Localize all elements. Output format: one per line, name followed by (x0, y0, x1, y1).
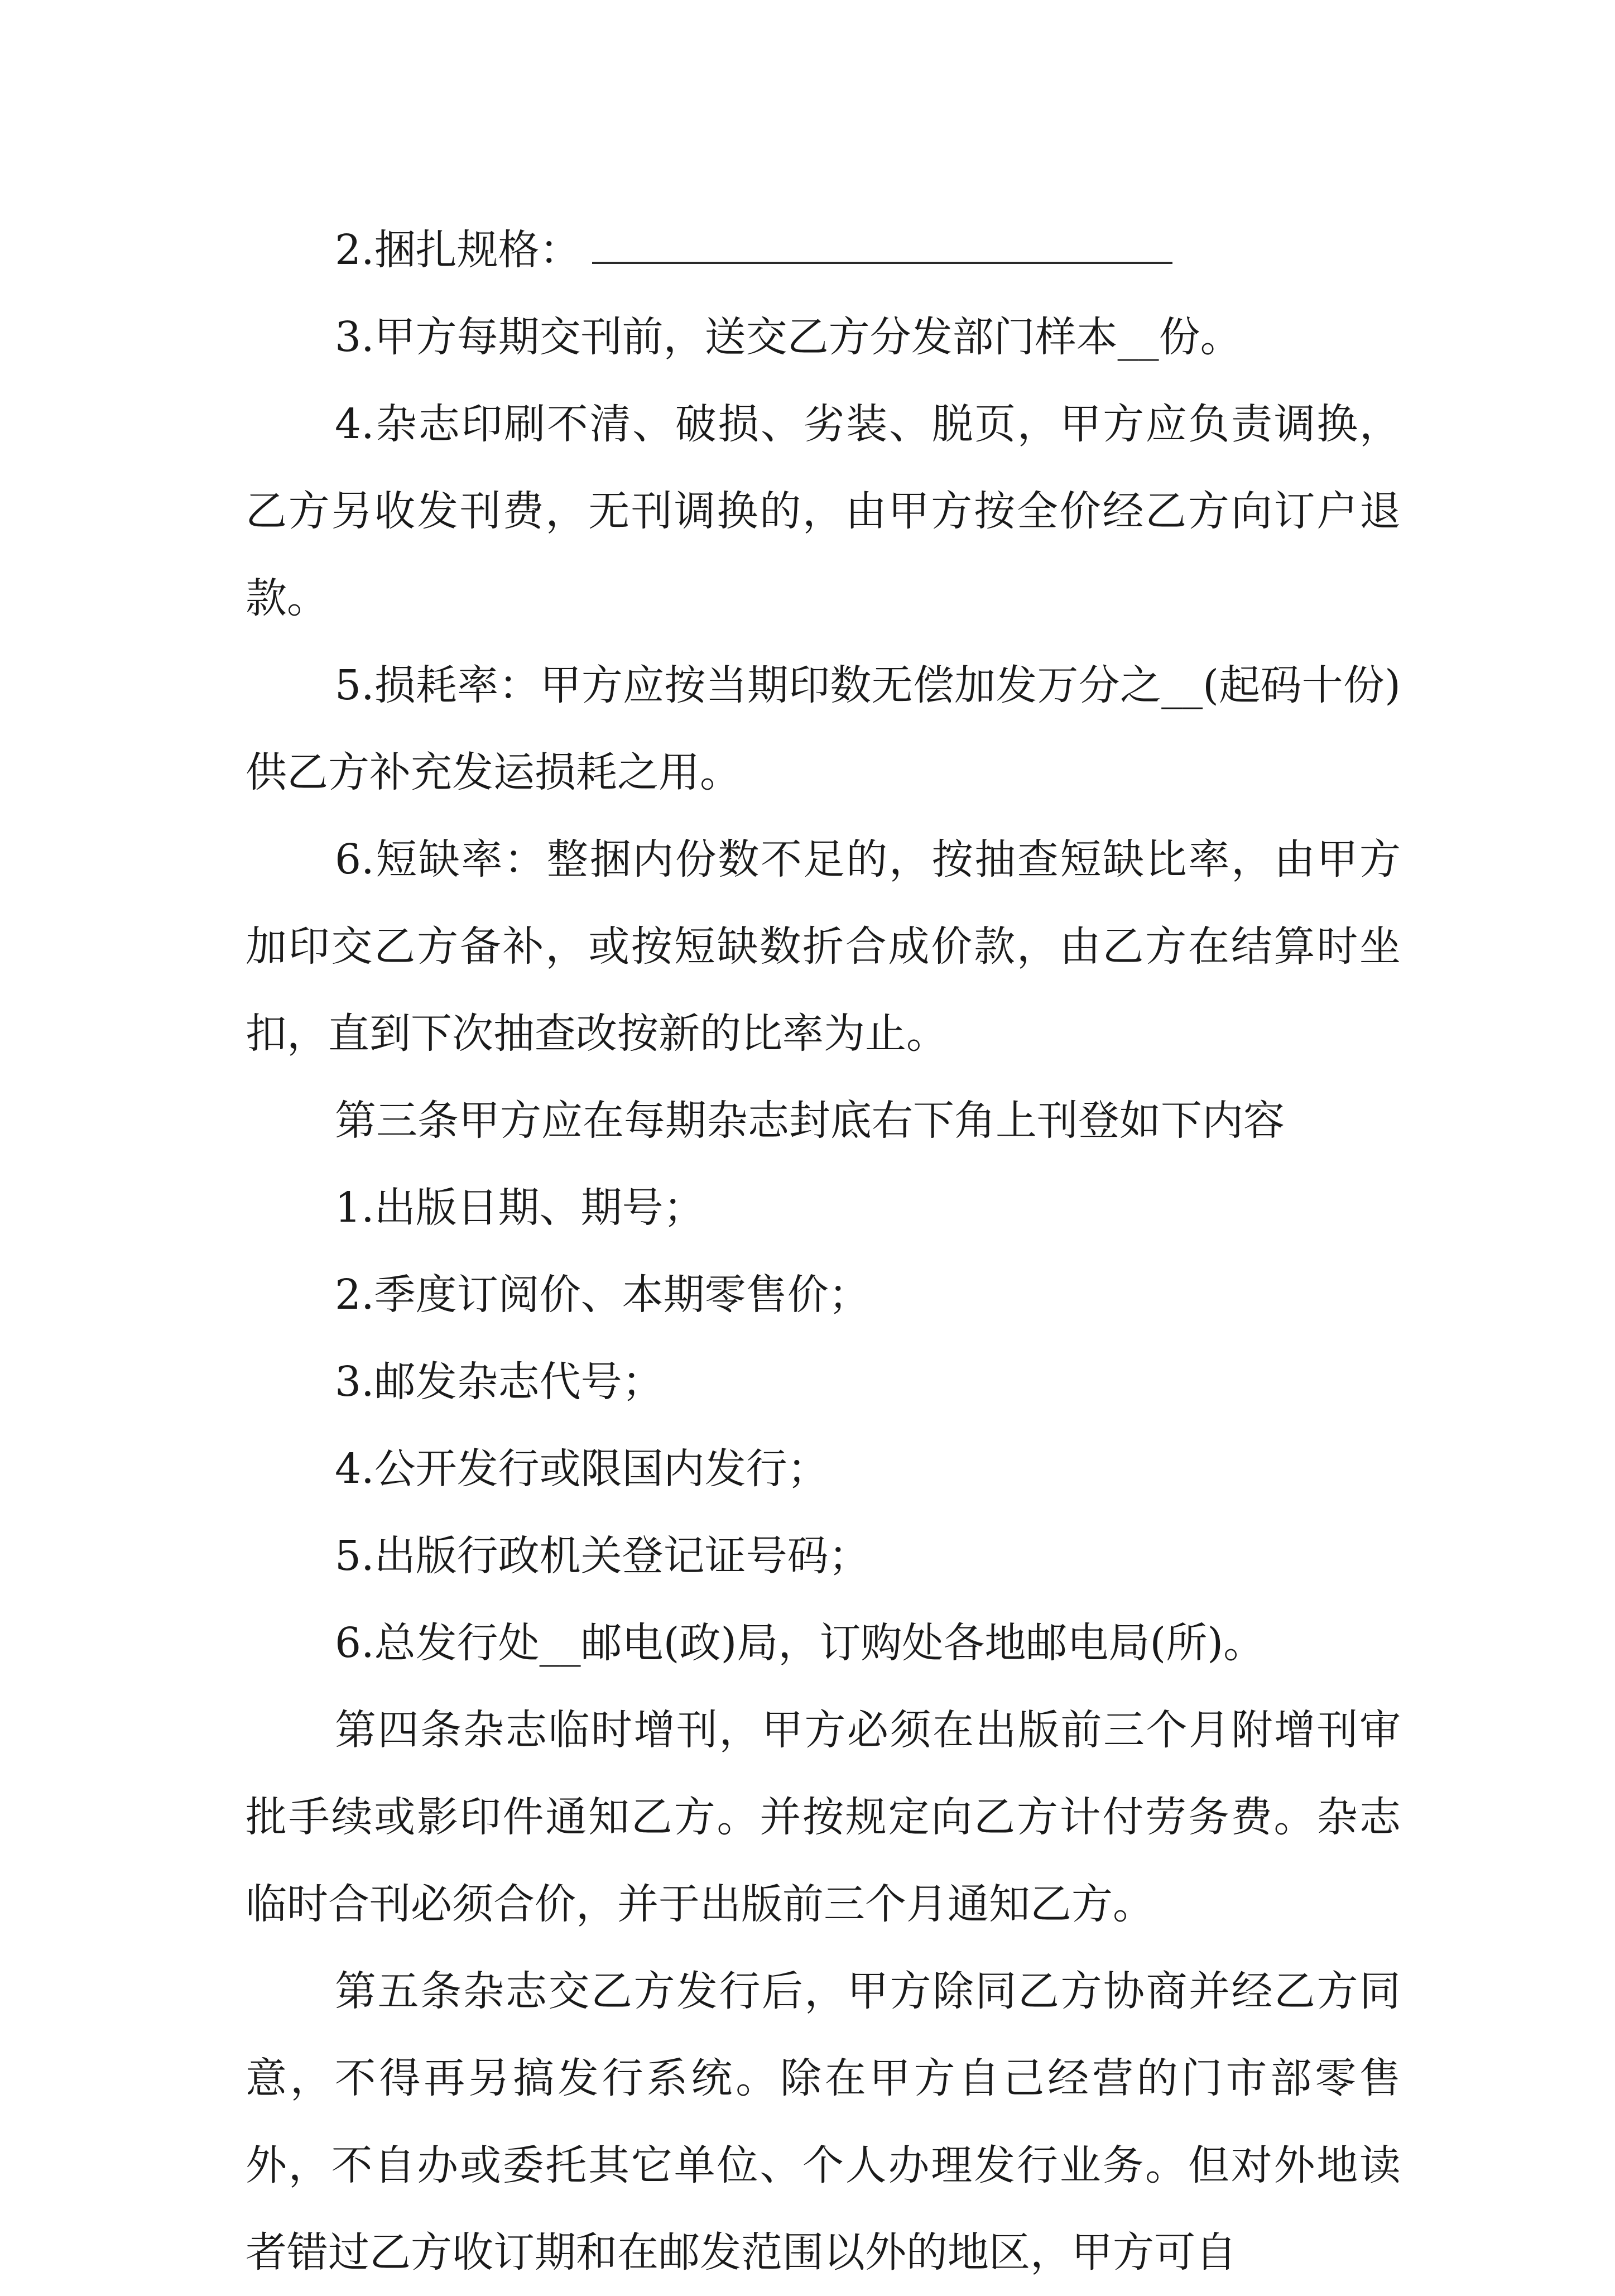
paragraph-sample-copies: 3.甲方每期交刊前，送交乙方分发部门样本__份。 (335, 313, 1242, 361)
paragraph-binding-spec-text: 2.捆扎规格： (335, 226, 581, 274)
paragraph-print-defects: 4.杂志印刷不清、破损、劣装、脱页，甲方应负责调换，乙方另收发刊费，无刊调换的，由甲方按全价经乙方向订户退款。 (246, 400, 1401, 622)
paragraph-postal-code: 3.邮发杂志代号； (335, 1358, 664, 1406)
fill-in-blank-line (592, 260, 1172, 264)
paragraph-publish-date: 1.出版日期、期号； (335, 1184, 705, 1232)
paragraph-article-4: 第四条杂志临时增刊，甲方必须在出版前三个月附增刊审批手续或影印件通知乙方。并按规定向乙方计付劳务费。杂志临时合刊必须合价，并于出版前三个月通知乙方。 (246, 1706, 1401, 1928)
paragraph-price: 2.季度订阅价、本期零售价； (335, 1271, 870, 1319)
document-body (246, 206, 1401, 2296)
paragraph-article-3: 第三条甲方应在每期杂志封底右下角上刊登如下内容 (335, 1097, 1285, 1145)
paragraph-loss-rate: 5.损耗率：甲方应按当期印数无偿加发万分之__(起码十份)供乙方补充发运损耗之用。 (246, 661, 1401, 796)
paragraph-distribution-scope: 4.公开发行或限国内发行； (335, 1445, 829, 1493)
paragraph-article-5: 第五条杂志交乙方发行后，甲方除同乙方协商并经乙方同意，不得再另搞发行系统。除在甲方自己经营的门市部零售外，不自办或委托其它单位、个人办理发行业务。但对外地读者错过乙方收订期和在邮发范围以外的地区，甲方可自 (246, 1967, 1401, 2276)
paragraph-binding-spec (246, 206, 1401, 294)
paragraph-registration-number: 5.出版行政机关登记证号码； (335, 1532, 870, 1580)
paragraph-distribution-office: 6.总发行处__邮电(政)局，订购处各地邮电局(所)。 (335, 1619, 1265, 1667)
paragraph-shortage-rate: 6.短缺率：整捆内份数不足的，按抽查短缺比率，由甲方加印交乙方备补，或按短缺数折合成价款，由乙方在结算时坐扣，直到下次抽查改按新的比率为止。 (246, 835, 1401, 1058)
